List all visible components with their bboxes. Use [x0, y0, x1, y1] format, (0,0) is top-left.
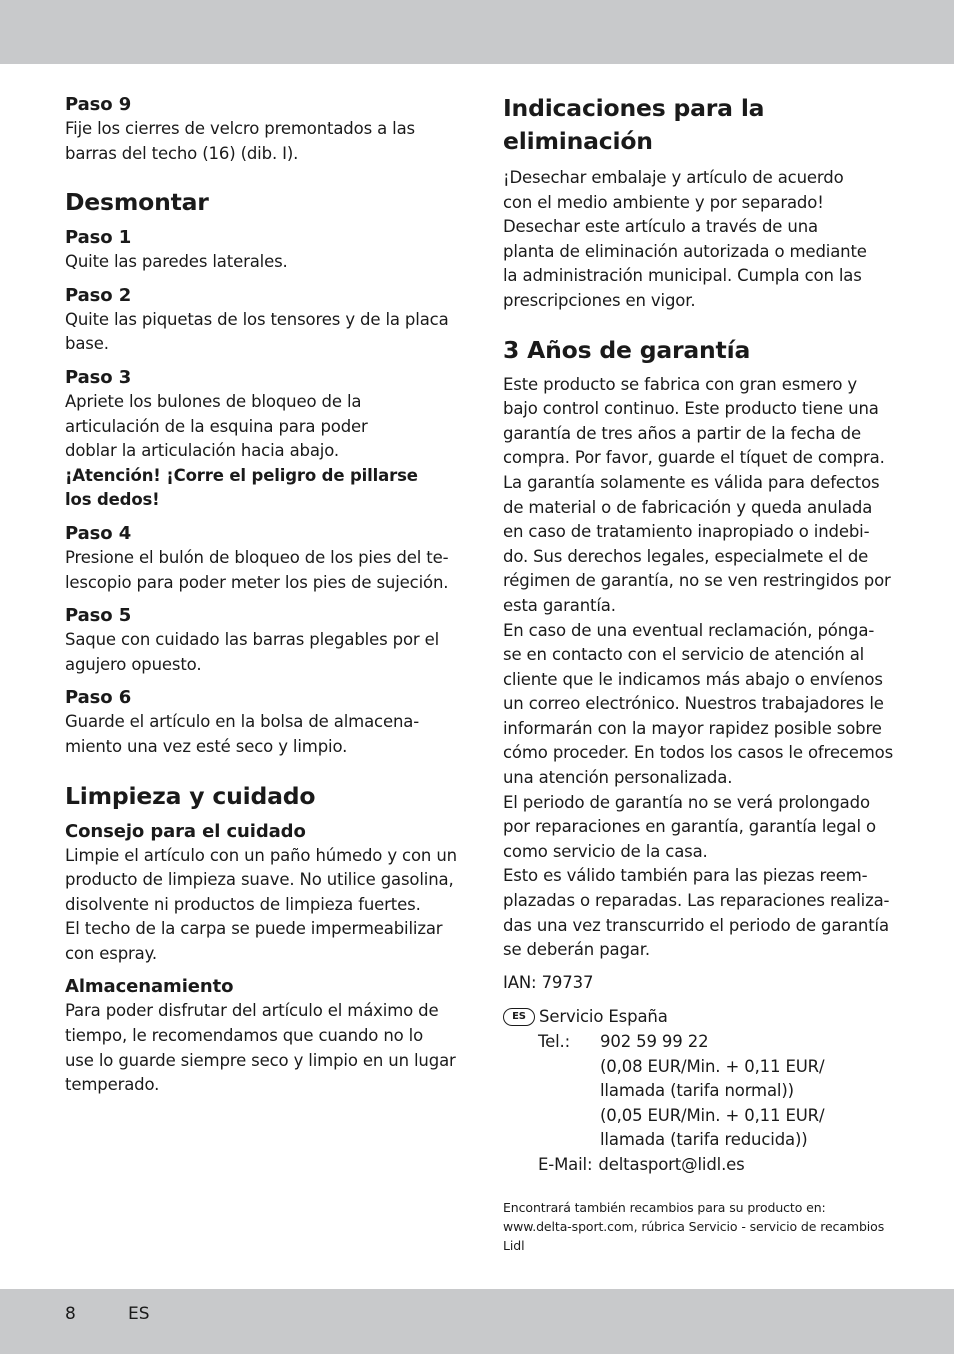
consejo-title: Consejo para el cuidado — [65, 820, 306, 842]
text-line: de material o de fabricación y queda anulada — [503, 497, 873, 517]
text-line: Limpie el artículo con un paño húmedo y con un — [65, 845, 457, 865]
limpieza-heading: Limpieza y cuidado — [65, 781, 316, 810]
text-line: en caso de tratamiento inapropiado o indebi- — [503, 522, 870, 542]
text-line: Esto es válido también para las piezas reem- — [503, 866, 868, 886]
text-line: Encontrará también recambios para su producto en: — [503, 1199, 826, 1215]
text-line: como servicio de la casa. — [503, 841, 708, 861]
text-line: informarán con la mayor rapidez posible sobre — [503, 718, 882, 738]
text-line: En caso de una eventual reclamación, pónga- — [503, 620, 875, 640]
text-line: Fije los cierres de velcro premontados a las — [65, 119, 416, 138]
text-line: miento una vez esté seco y limpio. — [65, 736, 348, 756]
text-line: base. — [65, 334, 109, 354]
text-line: doblar la articulación hacia abajo. — [65, 441, 339, 461]
service-block — [503, 1005, 895, 1177]
text-line: Desechar este artículo a través de una — [503, 217, 818, 237]
text-line: Indicaciones para la — [503, 94, 765, 122]
consejo-text — [65, 844, 457, 967]
text-line: una atención personalizada. — [503, 768, 733, 788]
text-line: un correo electrónico. Nuestros trabajadores le — [503, 694, 884, 714]
text-line: articulación de la esquina para poder — [65, 416, 368, 436]
step-text — [65, 710, 457, 759]
text-line: Este producto se fabrica con gran esmero y — [503, 374, 858, 394]
page-number: 8 — [65, 1304, 76, 1324]
desmontar-steps — [65, 225, 457, 759]
step-text — [65, 628, 457, 677]
text-line: se en contacto con el servicio de atención al — [503, 645, 865, 665]
service-tel-row — [503, 1030, 895, 1055]
right-column — [503, 92, 895, 1255]
text-line: Apriete los bulones de bloqueo de la — [65, 391, 362, 411]
text-line: El periodo de garantía no se verá prolongado — [503, 792, 870, 812]
eliminacion-heading — [503, 92, 895, 158]
service-rates — [503, 1055, 895, 1153]
text-line: Saque con cuidado las barras plegables por el — [65, 630, 440, 650]
text-line: tiempo, le recomendamos que cuando no lo — [65, 1026, 424, 1046]
text-line: do. Sus derechos legales, especialmete el de — [503, 546, 869, 566]
tel-number: 902 59 99 22 — [600, 1032, 709, 1051]
step-text — [65, 390, 457, 464]
email-address[interactable]: deltasport@lidl.es — [598, 1154, 745, 1174]
text-line: con espray. — [65, 943, 157, 963]
ian-value: 79737 — [541, 972, 594, 992]
paso9-title: Paso 9 — [65, 94, 132, 115]
eliminacion-text — [503, 166, 895, 314]
email-label: E-Mail: — [538, 1154, 593, 1174]
text-line: prescripciones en vigor. — [503, 290, 696, 310]
text-line: Presione el bulón de bloqueo de los pies del te- — [65, 547, 449, 567]
header-bar — [0, 0, 954, 64]
text-line: (0,05 EUR/Min. + 0,11 EUR/ — [600, 1105, 825, 1125]
text-line: Quite las paredes laterales. — [65, 252, 288, 272]
text-line: por reparaciones en garantía, garantía legal o — [503, 817, 876, 837]
left-column — [65, 92, 457, 1098]
text-line: plazadas o reparadas. Las reparaciones realiza- — [503, 891, 890, 911]
text-line: compra. Por favor, guarde el tíquet de compra. — [503, 448, 885, 468]
text-line: lescopio para poder meter los pies de sujeción. — [65, 572, 449, 592]
text-line: cliente que le indicamos más abajo o envíenos — [503, 669, 883, 689]
step-title: Paso 6 — [65, 687, 132, 709]
step-title: Paso 5 — [65, 605, 132, 627]
warning-text — [65, 464, 457, 513]
ian-line — [503, 971, 895, 996]
language-code: ES — [128, 1304, 150, 1324]
text-line: agujero opuesto. — [65, 654, 202, 674]
text-line: disolvente ni productos de limpieza fuertes. — [65, 894, 421, 914]
paso9-text — [65, 117, 457, 166]
step-text — [65, 546, 457, 595]
text-line: cómo proceder. En todos los casos le ofrecemos — [503, 743, 894, 763]
almacenamiento-text — [65, 999, 457, 1097]
text-line: La garantía solamente es válida para defectos — [503, 472, 880, 492]
text-line: la administración municipal. Cumpla con las — [503, 266, 862, 286]
es-country-badge: ES — [503, 1008, 535, 1026]
text-line: se deberán pagar. — [503, 940, 650, 960]
text-line: llamada (tarifa normal)) — [600, 1081, 794, 1101]
step-title: Paso 2 — [65, 284, 132, 306]
almacenamiento-title: Almacenamiento — [65, 976, 234, 998]
text-line: barras del techo (16) (dib. I). — [65, 143, 299, 163]
text-line: con el medio ambiente y por separado! — [503, 192, 824, 212]
garantia-heading: 3 Años de garantía — [503, 335, 751, 364]
tel-label: Tel.: — [538, 1032, 571, 1051]
spare-parts-note — [503, 1198, 895, 1255]
step-text — [65, 308, 457, 357]
text-line: Guarde el artículo en la bolsa de almacena- — [65, 712, 420, 732]
text-line: Lidl — [503, 1237, 525, 1253]
text-line: planta de eliminación autorizada o mediante — [503, 241, 867, 261]
text-line: use lo guarde siempre seco y limpio en un lugar — [65, 1050, 456, 1070]
service-name-row — [503, 1005, 895, 1030]
step-title: Paso 3 — [65, 366, 132, 388]
text-line: eliminación — [503, 127, 653, 155]
text-line: das una vez transcurrido el periodo de garantía — [503, 915, 889, 935]
text-line: temperado. — [65, 1075, 160, 1095]
garantia-text — [503, 373, 895, 963]
text-line: www.delta-sport.com, rúbrica Servicio - servicio de recambios — [503, 1218, 885, 1234]
text-line: Para poder disfrutar del artículo el máximo de — [65, 1001, 439, 1021]
text-line: los dedos! — [65, 490, 160, 510]
text-line: El techo de la carpa se puede impermeabilizar — [65, 919, 443, 939]
text-line: (0,08 EUR/Min. + 0,11 EUR/ — [600, 1056, 825, 1076]
text-line: bajo control continuo. Este producto tiene una — [503, 399, 879, 419]
step-text — [65, 250, 457, 275]
step-title: Paso 1 — [65, 227, 132, 249]
ian-label: IAN: — [503, 972, 537, 992]
text-line: esta garantía. — [503, 595, 616, 615]
step-title: Paso 4 — [65, 522, 132, 544]
text-line: ¡Atención! ¡Corre el peligro de pillarse — [65, 465, 418, 485]
text-line: Quite las piquetas de los tensores y de la placa — [65, 309, 449, 329]
text-line: régimen de garantía, no se ven restringidos por — [503, 571, 891, 591]
text-line: producto de limpieza suave. No utilice gasolina, — [65, 870, 454, 890]
desmontar-heading: Desmontar — [65, 188, 209, 217]
text-line: garantía de tres años a partir de la fecha de — [503, 423, 861, 443]
text-line: ¡Desechar embalaje y artículo de acuerdo — [503, 168, 844, 187]
service-name: Servicio España — [539, 1007, 668, 1027]
service-email-row — [503, 1153, 895, 1178]
text-line: llamada (tarifa reducida)) — [600, 1130, 808, 1150]
